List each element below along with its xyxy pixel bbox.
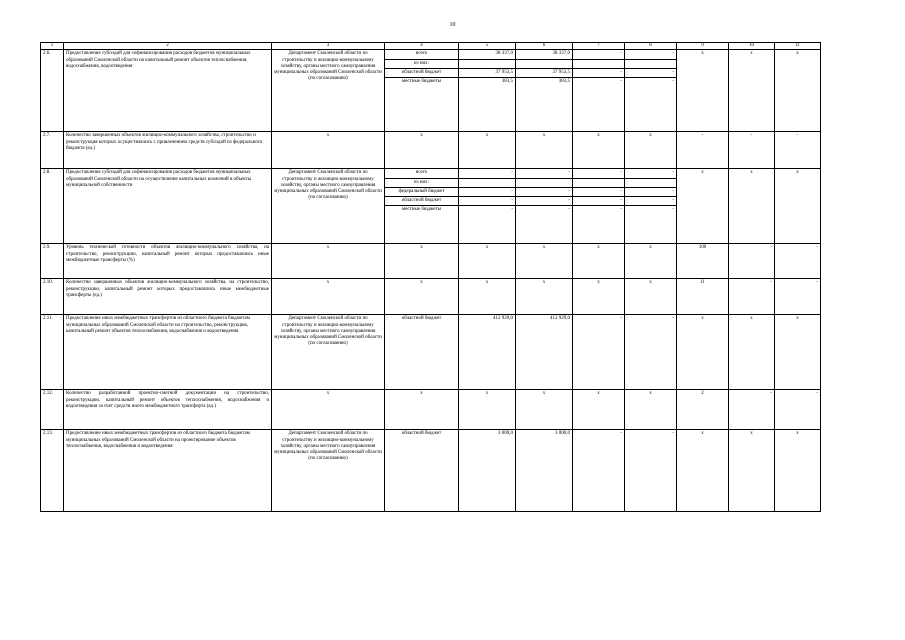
row-number: 2.9. [41,244,64,279]
value-cell: x [625,132,677,169]
amount-value: - [625,187,676,196]
row-responsible: Департамент Смоленской области по строительству и жилищно-коммунальному хозяйству, органы местного самоуправления муниципальных образований Смоленской области (по согласованию) [272,430,385,512]
source-cell [385,169,459,244]
value-cell: - [775,390,821,430]
header-cell: 9 [677,43,729,50]
value-cell: x [775,50,821,132]
row-responsible: Департамент Смоленской области по строительству и жилищно-коммунальному хозяйству, органы местного самоуправления муниципальных образований Смоленской области (по согласованию) [272,315,385,390]
amount-value: - [620,51,622,57]
source-item: областной бюджет [385,68,458,77]
source-item: всего [415,51,428,57]
amount-cell [516,169,573,244]
header-cell: 5 [459,43,516,50]
value-cell: x [385,279,459,315]
row-number: 2.7. [41,132,64,169]
header-cell: 7 [573,43,625,50]
value-cell: x [677,315,729,390]
row-description: Количество завершенных объектов жилищно-коммунального хозяйства, на строительство, реконструкцию, капитальный ремонт которых предоставлялись иные межбюджетные трансферты (ед.) [64,279,272,315]
amount-value: 383,5 [459,78,515,87]
amount-value: - [459,187,515,196]
value-cell: x [385,132,459,169]
row-number: 2.11. [41,315,64,390]
source-item: местные бюджеты [385,206,458,215]
value-cell: 2 [677,390,729,430]
value-cell: 100 [677,244,729,279]
amount-value: 38 337,0 [552,51,570,57]
row-description: Предоставление иных межбюджетных трансфертов из областного бюджета бюджетам муниципальных образований Смоленской области на строительство, реконструкцию, капитальный ремонт объектов теплоснабжения, водоснабжения и водоотведения [64,315,272,390]
source-item: областной бюджет [385,197,458,206]
row-responsible: Департамент Смоленской области по строительству и жилищно-коммунальному хозяйству, органы местного самоуправления муниципальных образований Смоленской области (по согласованию) [272,169,385,244]
source-item: из них: [385,59,458,68]
amount-value: - [625,197,676,206]
header-row [41,43,821,50]
row-number: 2.10. [41,279,64,315]
amount-list [516,50,572,86]
row-number: 2.8. [41,169,64,244]
amount-cell [516,50,573,132]
amount-value: - [568,170,570,176]
amount-list [625,169,676,214]
value-cell: x [573,279,625,315]
amount-value: 3 000,0 [459,430,516,512]
source-item: местные бюджеты [385,78,458,87]
value-cell: x [272,132,385,169]
value-cell: x [516,390,573,430]
header-cell: 2 [64,43,272,50]
row-description: Предоставление иных межбюджетных трансфертов из областного бюджета бюджетам муниципальных образований Смоленской области на проектирование объектов теплоснабжения, водоснабжения и водоотведения [64,430,272,512]
header-cell: 1 [41,43,64,50]
header-cell: 11 [775,43,821,50]
empty-cell [516,178,572,187]
table-row [41,169,821,244]
value-cell: x [459,279,516,315]
amount-value: 3 000,0 [516,430,573,512]
value-cell: x [729,430,775,512]
empty-cell [573,59,624,68]
value-cell: - [775,279,821,315]
source-list [385,169,458,214]
value-cell: x [677,430,729,512]
amount-list [459,169,515,214]
row-description: Количество разработанной проектно-сметной документации на строительство, реконструкцию, капитальный ремонт объектов теплоснабжения, водоснабжения и водоотведения за счет средств иного межбюджетного трансферта (ед.) [64,390,272,430]
amount-value: - [573,187,624,196]
header-cell: 4 [385,43,459,50]
row-description: Предоставление субсидий для софинансирования расходов бюджетов муниципальных образований Смоленской области на капитальный ремонт объектов теплоснабжения, водоснабжения, водоотведения [64,50,272,132]
table-row [41,390,821,430]
amount-list [573,169,624,214]
table-row [41,132,821,169]
amount-value [516,59,572,68]
amount-cell [459,50,516,132]
empty-cell [625,59,676,68]
amount-cell [625,50,677,132]
amount-list [625,50,676,86]
amount-value: - [573,206,624,215]
amount-value: 412 929,0 [516,315,573,390]
amount-value: - [573,197,624,206]
source-item: всего [415,170,428,176]
amount-value: - [573,315,625,390]
value-cell: x [677,169,729,244]
value-cell: x [729,315,775,390]
program-table [40,42,821,512]
source-cell [385,50,459,132]
amount-value: - [573,68,624,77]
amount-value [459,59,515,68]
amount-cell [459,169,516,244]
value-cell: x [573,244,625,279]
amount-cell [625,169,677,244]
amount-value: 38 337,0 [495,51,513,57]
value-cell: x [272,244,385,279]
value-cell: x [625,244,677,279]
amount-value: 37 953,5 [516,68,572,77]
value-cell: - [729,244,775,279]
header-cell: 8 [625,43,677,50]
value-cell: x [729,169,775,244]
value-cell: x [272,390,385,430]
amount-value: - [459,197,515,206]
amount-value: - [625,78,676,87]
value-cell: - [677,132,729,169]
table-row [41,50,821,132]
value-cell: x [516,132,573,169]
row-responsible: Департамент Смоленской области по строительству и жилищно-коммунальному хозяйству, органы местного самоуправления муниципальных образований Смоленской области (по согласованию) [272,50,385,132]
source-list [385,50,458,86]
amount-value: - [516,197,572,206]
value-cell: x [625,390,677,430]
table-row [41,244,821,279]
value-cell: x [677,50,729,132]
amount-value: - [573,78,624,87]
row-number: 2.12. [41,390,64,430]
amount-value: - [672,51,674,57]
header-cell: 6 [516,43,573,50]
empty-cell [573,178,624,187]
source-item: из них: [385,178,458,187]
empty-cell [459,178,515,187]
value-cell: x [272,279,385,315]
amount-list [573,50,624,86]
amount-cell [573,50,625,132]
amount-value: - [516,206,572,215]
amount-value: - [625,68,676,77]
value-cell: x [385,244,459,279]
amount-cell [573,169,625,244]
header-cell: 3 [272,43,385,50]
amount-value: 383,5 [516,78,572,87]
header-cell: 10 [729,43,775,50]
value-cell: - [729,279,775,315]
amount-value: 412 929,0 [459,315,516,390]
row-description: Предоставление субсидий для софинансирования расходов бюджетов муниципальных образований Смоленской области на осуществление капитальных вложений в объекты муниципальной собственности [64,169,272,244]
table-row [41,279,821,315]
value-cell: - [729,390,775,430]
row-description: Количество завершенных объектов жилищно-коммунального хозяйства, строительство и реконструкция которых осуществлялись с привлечением средств субсидий из федерального бюджета (ед.) [64,132,272,169]
source-item: областной бюджет [385,315,459,390]
value-cell: x [459,390,516,430]
row-description: Уровень технической готовности объектов жилищно-коммунального хозяйства, на строительство, реконструкцию, капитальный ремонт которых предоставлялись иные межбюджетные трансферты (%) [64,244,272,279]
page-number: 10 [449,22,456,28]
empty-cell [625,178,676,187]
source-item: областной бюджет [385,430,459,512]
value-cell: - [775,132,821,169]
table-row [41,315,821,390]
table-row [41,430,821,512]
value-cell: x [775,315,821,390]
value-cell: x [573,390,625,430]
value-cell: x [516,279,573,315]
row-number: 2.6. [41,50,64,132]
value-cell: x [775,169,821,244]
amount-value: - [625,206,676,215]
amount-value: - [511,170,513,176]
value-cell: x [729,50,775,132]
value-cell: - [775,244,821,279]
amount-value: - [516,187,572,196]
amount-value: - [620,170,622,176]
amount-value: - [625,430,677,512]
amount-list [516,169,572,214]
value-cell: x [459,132,516,169]
row-number: 2.13. [41,430,64,512]
value-cell: x [775,430,821,512]
value-cell: - [729,132,775,169]
amount-list [459,50,515,86]
amount-value: - [625,315,677,390]
source-item: федеральный бюджет [385,187,458,196]
value-cell: x [625,279,677,315]
value-cell: x [516,244,573,279]
value-cell: 11 [677,279,729,315]
value-cell: x [573,132,625,169]
amount-value: 37 953,5 [459,68,515,77]
value-cell: x [385,390,459,430]
amount-value: - [573,430,625,512]
value-cell: x [459,244,516,279]
amount-value: - [672,170,674,176]
amount-value: - [459,206,515,215]
